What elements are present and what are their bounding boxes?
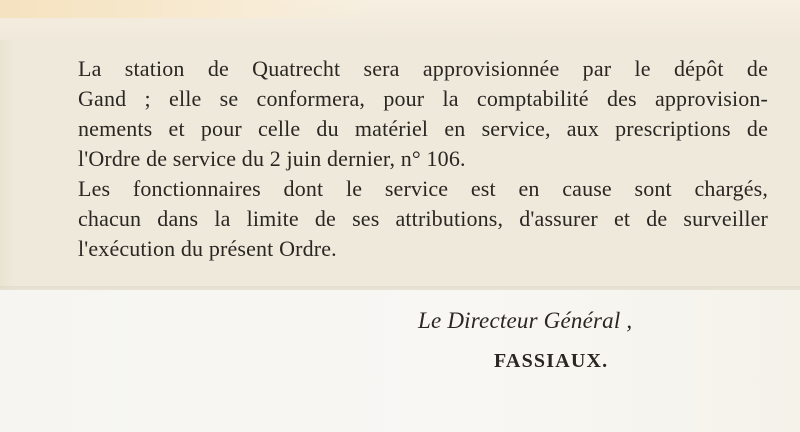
paragraph-line: l'Ordre de service du 2 juin dernier, n° 106. bbox=[78, 146, 466, 171]
signatory-title: Le Directeur Général , bbox=[418, 308, 633, 333]
document-body bbox=[78, 54, 768, 264]
signatory-name: FASSIAUX. bbox=[494, 350, 609, 372]
paragraph-line: chacun dans la limite de ses attributions, d'assurer et de surveiller bbox=[78, 206, 768, 231]
paragraph-2 bbox=[78, 174, 768, 264]
scan-background-bottom bbox=[0, 290, 800, 432]
paragraph-1 bbox=[78, 54, 768, 174]
scan-discoloration bbox=[0, 0, 370, 18]
paragraph-line: Gand ; elle se conformera, pour la comptabilité des approvision- bbox=[78, 86, 768, 111]
paragraph-line: l'exécution du présent Ordre. bbox=[78, 236, 337, 261]
paragraph-line: La station de Quatrecht sera approvisionnée par le dépôt de bbox=[78, 56, 768, 81]
paragraph-line: nements et pour celle du matériel en service, aux prescriptions de bbox=[78, 116, 768, 141]
scan-edge-shadow bbox=[0, 40, 14, 290]
paragraph-line: Les fonctionnaires dont le service est en cause sont chargés, bbox=[78, 176, 768, 201]
